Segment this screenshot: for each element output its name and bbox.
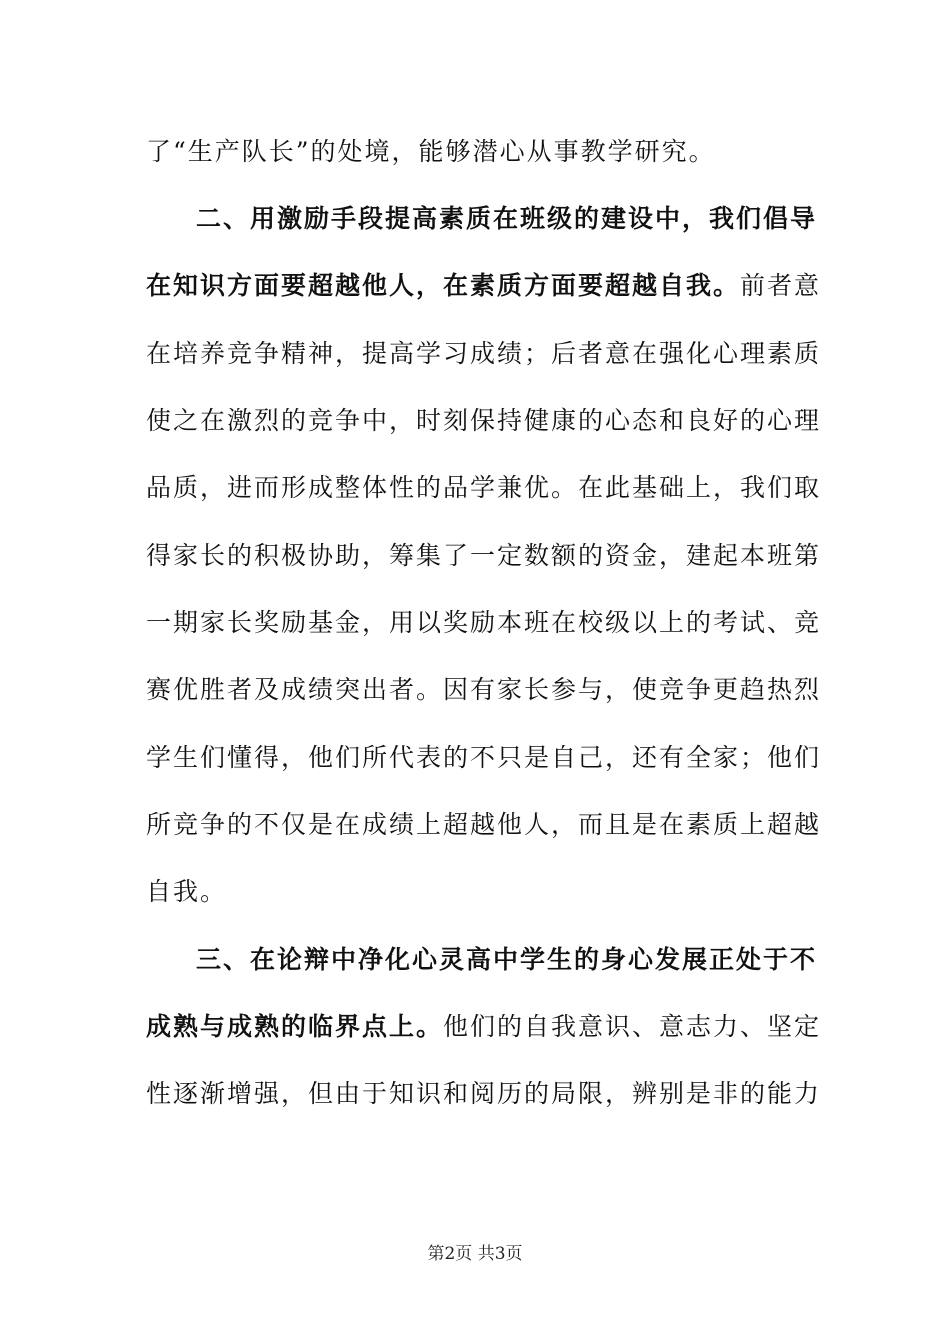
line-text: 自我。 xyxy=(146,877,228,906)
text-line xyxy=(146,1007,822,1047)
text-line xyxy=(146,738,822,778)
line-text: 一期家长奖励基金，用以奖励本班在校级以上的考试、竞 xyxy=(146,608,822,637)
text-line xyxy=(146,805,822,845)
line-text: 所竞争的不仅是在成绩上超越他人，而且是在素质上超越 xyxy=(146,810,822,839)
text-line xyxy=(146,603,822,643)
text-line xyxy=(146,468,822,508)
line-text: 他们的自我意识、意志力、坚定 xyxy=(443,1012,822,1041)
section-heading-line xyxy=(196,199,818,239)
line-text: 前者意 xyxy=(740,271,822,300)
line-text: 得家长的积极协助，筹集了一定数额的资金，建起本班第 xyxy=(146,541,822,570)
text-line xyxy=(146,334,822,374)
line-text: 了“生产队长”的处境，能够潜心从事教学研究。 xyxy=(146,137,716,166)
page-number-footer: 第2页 共3页 xyxy=(427,1244,523,1264)
line-text: 性逐渐增强，但由于知识和阅历的局限，辨别是非的能力 xyxy=(146,1079,822,1108)
section-heading-text: 在知识方面要超越他人，在素质方面要超越自我。 xyxy=(146,271,741,300)
section-heading-text: 二、用激励手段提高素质在班级的建设中，我们倡导 xyxy=(196,204,818,233)
text-line xyxy=(146,670,822,710)
text-line xyxy=(146,266,822,306)
line-text: 品质，进而形成整体性的品学兼优。在此基础上，我们取 xyxy=(146,473,822,502)
line-text: 使之在激烈的竞争中，时刻保持健康的心态和良好的心理 xyxy=(146,406,822,435)
section-heading-line xyxy=(196,940,818,980)
section-heading-text: 成熟与成熟的临界点上。 xyxy=(146,1012,444,1041)
text-line xyxy=(146,1074,822,1114)
section-heading-text: 三、在论辩中净化心灵高中学生的身心发展正处于不 xyxy=(196,945,818,974)
text-line xyxy=(146,132,806,172)
line-text: 赛优胜者及成绩突出者。因有家长参与，使竞争更趋热烈 xyxy=(146,675,822,704)
text-line xyxy=(146,872,806,912)
text-line xyxy=(146,536,822,576)
text-line xyxy=(146,401,822,441)
line-text: 在培养竞争精神，提高学习成绩；后者意在强化心理素质 xyxy=(146,339,822,368)
line-text: 学生们懂得，他们所代表的不只是自己，还有全家；他们 xyxy=(146,743,822,772)
